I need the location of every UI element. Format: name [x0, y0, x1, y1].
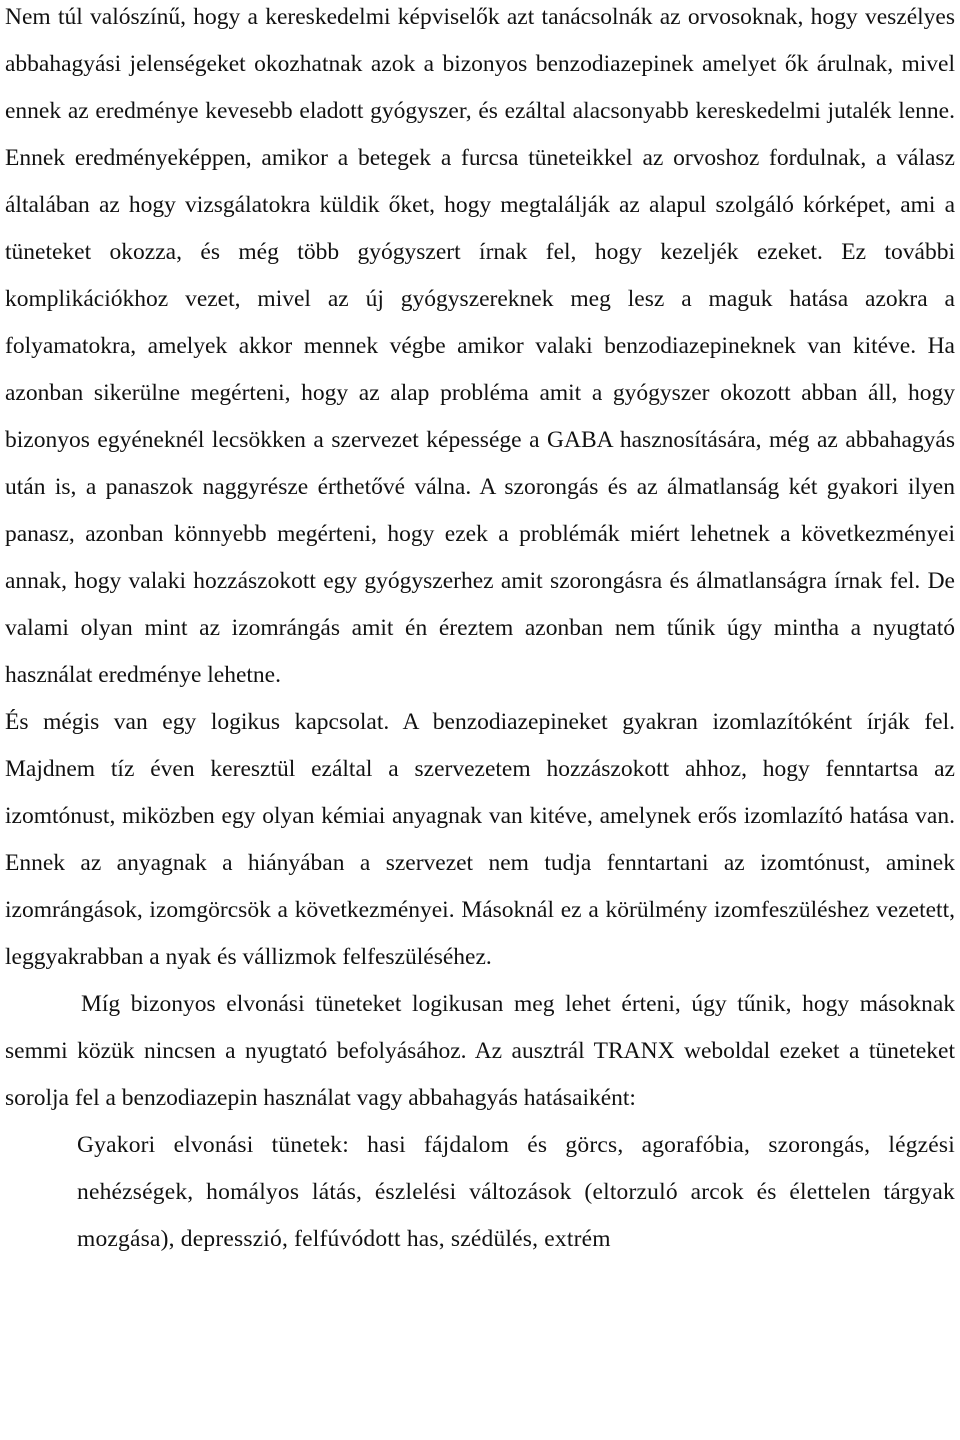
paragraph-1: Nem túl valószínű, hogy a kereskedelmi képviselők azt tanácsolnák az orvosoknak, hogy veszélyes abbahagyási jelenségeket okozhatnak azok a bizonyos benzodiazepinek amelyet ők árulnak, mivel ennek az eredménye kevesebb eladott gyógyszer, és ezáltal alacsonyabb kereskedelmi jutalék lenne. Ennek eredményeképpen, amikor a betegek a furcsa tüneteikkel az orvoshoz fordulnak, a válasz általában az hogy vizsgálatokra küldik őket, hogy megtalálják az alapul szolgáló kórképet, ami a tüneteket okozza, és még több gyógyszert írnak fel, hogy kezeljék ezeket. Ez további komplikációkhoz vezet, mivel az új gyógyszereknek meg lesz a maguk hatása azokra a folyamatokra, amelyek akkor mennek végbe amikor valaki benzodiazepineknek van kitéve. Ha azonban sikerülne megérteni, hogy az alap probléma amit a gyógyszer okozott abban áll, hogy bizonyos egyéneknél lecsökken a szervezet képessége a GABA hasznosítására, még az abbahagyás után is, a panaszok naggyrésze érthetővé válna. A szorongás és az álmatlanság két gyakori ilyen panasz, azonban könnyebb megérteni, hogy ezek a problémák miért lehetnek a következményei annak, hogy valaki hozzászokott egy gyógyszerhez amit szorongásra és álmatlanságra írnak fel. De valami olyan mint az izomrángás amit én éreztem azonban nem tűnik úgy mintha a nyugtató használat eredménye lehetne. — [5, 4, 955, 688]
paragraph-2: És mégis van egy logikus kapcsolat. A benzodiazepineket gyakran izomlazítóként írják fel. Majdnem tíz éven keresztül ezáltal a szervezetem hozzászokott ahhoz, hogy fenntartsa az izomtónust, miközben egy olyan kémiai anyagnak van kitéve, amelynek erős izomlazító hatása van. Ennek az anyagnak a hiányában a szervezet nem tudja fenntartani az izomtónust, aminek izomrángások, izomgörcsök a következményei. Másoknál ez a körülmény izomfeszüléshez vezetett, leggyakrabban a nyak és vállizmok felfeszüléséhez. — [5, 709, 955, 970]
paragraph-4-quote: Gyakori elvonási tünetek: hasi fájdalom és görcs, agorafóbia, szorongás, légzési nehézségek, homályos látás, észlelési változások (eltorzuló arcok és élettelen tárgyak mozgása), depresszió, felfúvódott has, szédülés, extrém — [77, 1132, 955, 1252]
document-page — [5, 0, 955, 1263]
paragraph-3: Míg bizonyos elvonási tüneteket logikusan meg lehet érteni, úgy tűnik, hogy másoknak semmi közük nincsen a nyugtató befolyásához. Az ausztrál TRANX weboldal ezeket a tüneteket sorolja fel a benzodiazepin használat vagy abbahagyás hatásaiként: — [5, 991, 955, 1111]
